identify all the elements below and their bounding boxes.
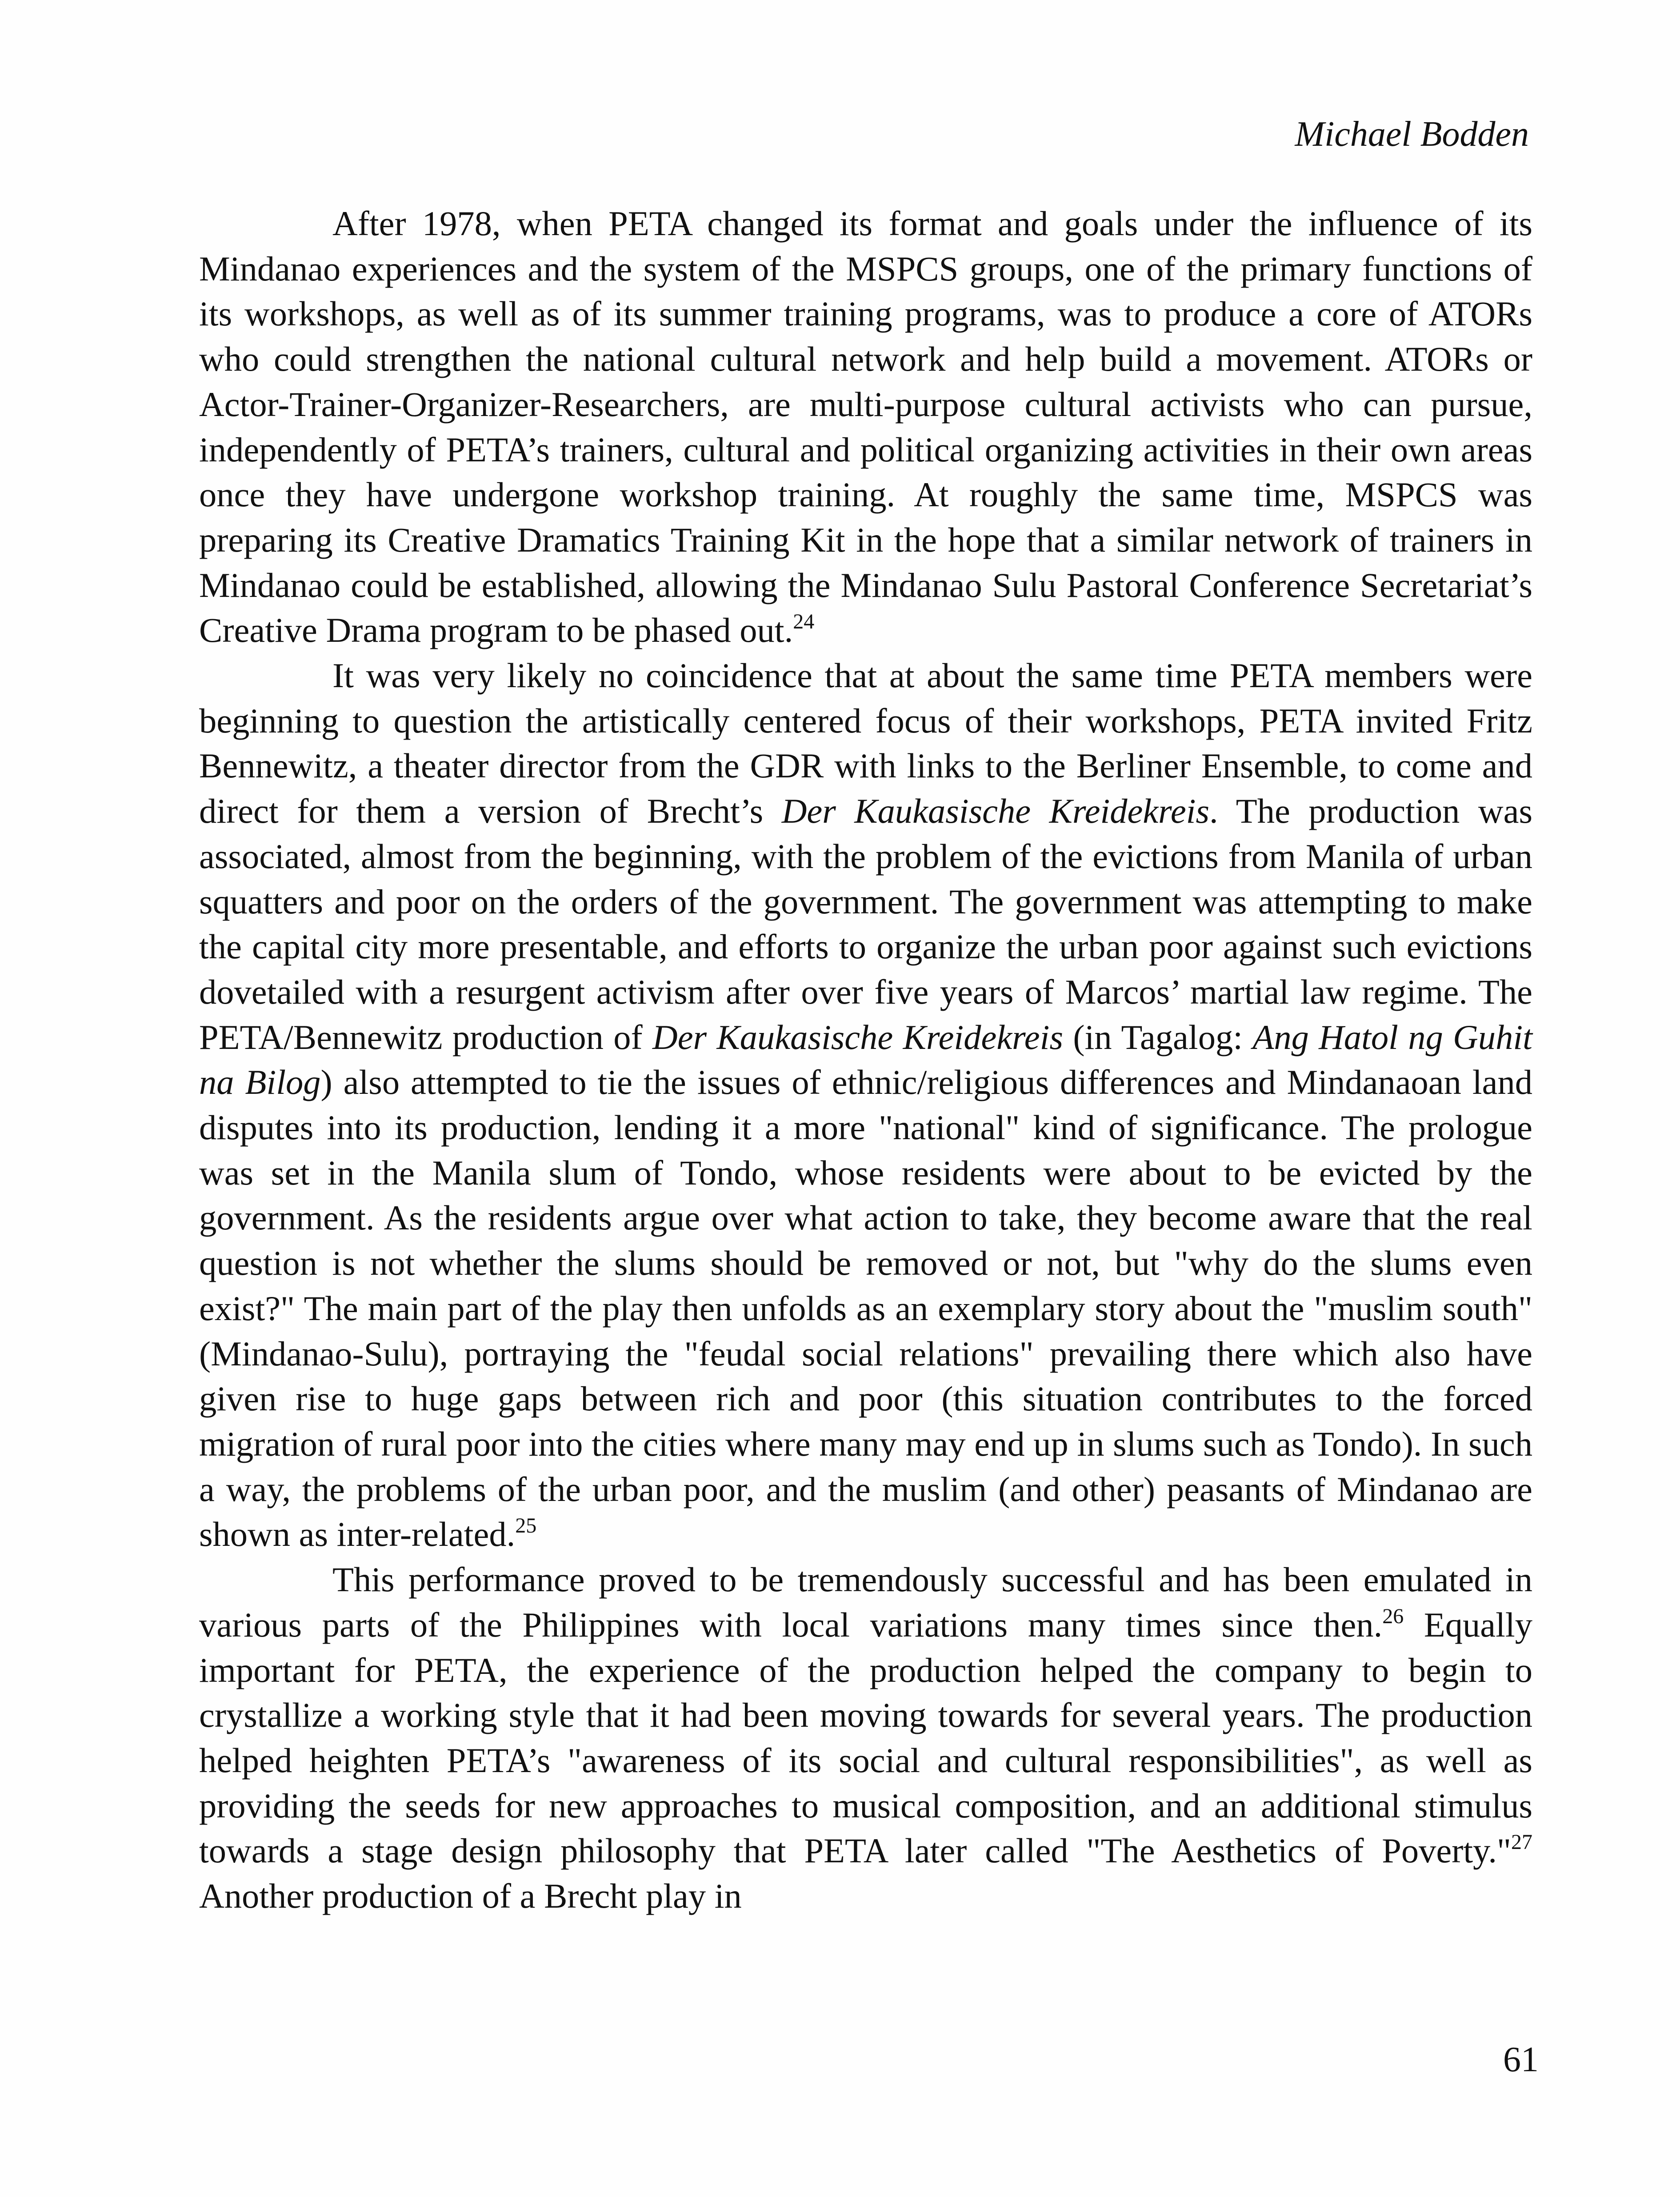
paragraph bbox=[199, 201, 1532, 653]
footnote-marker: 25 bbox=[515, 1514, 537, 1538]
text-segment: Another production of a Brecht play in bbox=[199, 1877, 742, 1916]
italic-title: Ang Hatol ng Guhit na Bilog bbox=[199, 1017, 1532, 1102]
paragraph bbox=[199, 653, 1532, 1557]
text-segment: This performance proved to be tremendously successful and has been emulated in various parts of the Philippines with local variations many times since then. bbox=[199, 1560, 1532, 1644]
text-segment: . The production was associated, almost from the beginning, with the problem of the evictions from Manila of urban squatters and poor on the orders of the government. The government was attempting to make the capital city more presentable, and efforts to organize the urban poor against such evictions dovetailed with a resurgent activism after over five years of Marcos’ martial law regime. The PETA/Bennewitz production of bbox=[199, 792, 1533, 1056]
text-segment: Equally important for PETA, the experience of the production helped the company to begin to crystallize a working style that it had been moving towards for several years. The production helped heighten PETA’s "awareness of its social and cultural responsibilities", as well as providing the seeds for new approaches to musical composition, and an additional stimulus towards a stage design philosophy that PETA later called "The Aesthetics of Poverty." bbox=[199, 1605, 1532, 1870]
italic-title: Der Kaukasische Kreidekreis bbox=[652, 1017, 1064, 1056]
footnote-marker: 24 bbox=[793, 610, 815, 634]
page-number: 61 bbox=[1503, 2040, 1539, 2079]
text-segment: (in Tagalog: bbox=[1063, 1017, 1253, 1056]
body-text bbox=[199, 201, 1532, 1919]
footnote-marker: 26 bbox=[1382, 1604, 1404, 1628]
footnote-marker: 27 bbox=[1511, 1830, 1532, 1854]
text-segment: It was very likely no coincidence that at about the same time PETA members were beginning to question the artistically centered focus of their workshops, PETA invited Fritz Bennewitz, a theater director from the GDR with links to the Berliner Ensemble, to come and direct for them a version of Brecht’s bbox=[199, 656, 1532, 831]
text-segment: ) also attempted to tie the issues of ethnic/religious differences and Mindanaoan land disputes into its production, lending it a more "national" kind of significance. The prologue was set in the Manila slum of Tondo, whose residents were about to be evicted by the government. As the residents argue over what action to take, they become aware that the real question is not whether the slums should be removed or not, but "why do the slums even exist?" The main part of the play then unfolds as an exemplary story about the "muslim south" (Mindanao-Sulu), portraying the "feudal social relations" prevailing there which also have given rise to huge gaps between rich and poor (this situation contributes to the forced migration of rural poor into the cities where many may end up in slums such as Tondo). In such a way, the problems of the urban poor, and the muslim (and other) peasants of Mindanao are shown as inter-related. bbox=[199, 1063, 1532, 1554]
italic-title: Der Kaukasische Kreidekreis bbox=[781, 792, 1210, 831]
running-head: Michael Bodden bbox=[1295, 115, 1529, 154]
paragraph bbox=[199, 1557, 1532, 1919]
text-segment: After 1978, when PETA changed its format and goals under the influence of its Mindanao experiences and the system of the MSPCS groups, one of the primary functions of its workshops, as well as of its summer training programs, was to produce a core of ATORs who could strengthen the national cultural network and help build a movement. ATORs or Actor-Trainer-Organizer-Researchers, are multi-purpose cultural activists who can pursue, independently of PETA’s trainers, cultural and political organizing activities in their own areas once they have undergone workshop training. At roughly the same time, MSPCS was preparing its Creative Dramatics Training Kit in the hope that a similar network of trainers in Mindanao could be established, allowing the Mindanao Sulu Pastoral Conference Secretariat’s Creative Drama program to be phased out. bbox=[199, 204, 1532, 650]
